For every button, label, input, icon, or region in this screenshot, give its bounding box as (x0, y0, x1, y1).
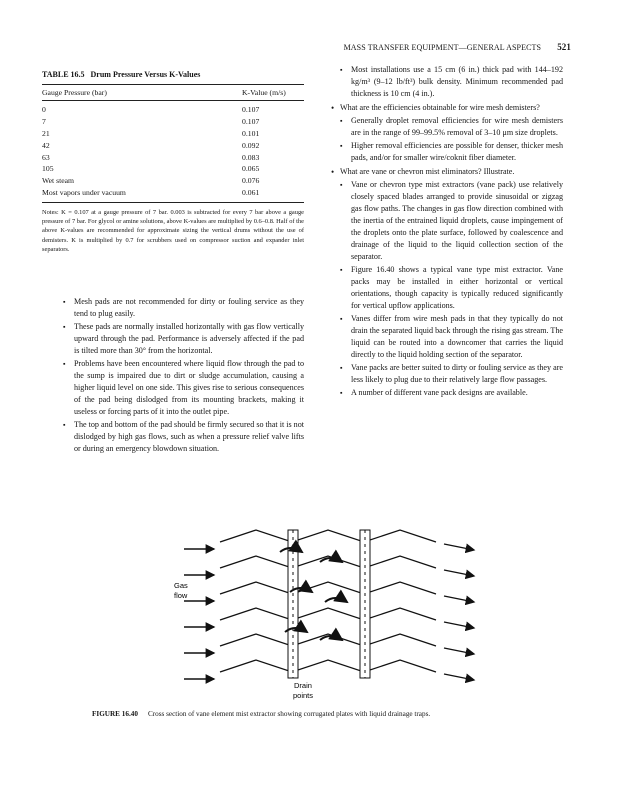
list-item: ▪ Higher removal efficiencies are possible for denser, thicker mesh pads, and/or for smaller wire/coknit fiber diameter. (339, 140, 563, 164)
table-title (42, 70, 304, 79)
list-item: ▪ The top and bottom of the pad should be firmly secured so that it is not dislodged by high gas flows, such as when a pressure relief valve lifts or during an emergency blowdown situation. (62, 419, 304, 455)
list-item: ▪ Vane packs are better suited to dirty or fouling service as they are less likely to plug due to their relatively large flow passages. (339, 362, 563, 386)
list-item: ▪ Vane or chevron type mist extractors (vane pack) use relatively closely spaced blades arranged to provide sinusoidal or zigzag gas flow paths. The changes in gas flow direction combined with the inertia of the entrained liquid droplets, cause impingement of the droplets onto the plate surface, followed by coalescence and drainage of the liquid to the liquid collection section of the separator. (339, 179, 563, 263)
efficiency-bullet-list (331, 115, 563, 164)
label-gas: Gas (174, 581, 188, 590)
cell-k-value: 0.107 (242, 105, 260, 114)
caption-text: Cross section of vane element mist extractor showing corrugated plates with liquid drainage traps. (147, 710, 431, 718)
cell-k-value: 0.076 (242, 176, 260, 186)
cell-pressure: 0 (42, 105, 46, 114)
droplet-flow-arrow (325, 598, 347, 602)
droplet-flow-arrow (320, 558, 342, 562)
table-title-text: Drum Pressure Versus K-Values (90, 70, 201, 79)
running-header (344, 42, 571, 52)
vane-plate (220, 608, 436, 620)
cell-k-value: 0.092 (242, 140, 260, 150)
cell-pressure: 21 (42, 128, 50, 138)
vane-bullet-list (331, 179, 563, 399)
cell-pressure: 42 (42, 140, 50, 150)
list-item: ▪ Problems have been encountered where liquid flow through the pad to the sump is impaired due to dirt or sludge accumulation, causing a higher liquid level on one side. This gives rise to serious consequences of the pad being dislodged from its mounting brackets, making it useless or forcing parts of it into the outlet pipe. (62, 358, 304, 418)
figure-16-40 (160, 522, 490, 702)
pressure-k-table (42, 84, 304, 203)
table-row (42, 152, 304, 164)
cell-k-value: 0.083 (242, 152, 260, 162)
table-notes: Notes: K = 0.107 at a gauge pressure of 7 bar. 0.003 is subtracted for every 7 bar above a gauge pressure of 7 bar. For glycol or amine solutions, above K-values are multiplied by 0.6–0.8. Half of the above K-values are recommended for approximate sizing the vertical drums without the use of demisters. K is multiplied by 0.7 for scrubbers used on compressor suction and expander inlet separators. (42, 208, 304, 253)
list-item: ▪ Most installations use a 15 cm (6 in.) thick pad with 144–192 kg/m³ (9–12 lb/ft³) bulk density. Minimum recommended pad thickness is 10 cm (4 in.). (339, 64, 563, 100)
table-16-5 (42, 70, 304, 254)
vane-extractor-diagram (160, 522, 490, 702)
list-item: ▪ Figure 16.40 shows a typical vane type mist extractor. Vane packs may be installed in either horizontal or vertical orientations, though capacity is typically reduced significantly for vertical upflow applications. (339, 264, 563, 312)
gas-outlet-arrow (444, 570, 474, 576)
table-row (42, 140, 304, 152)
table-label: TABLE 16.5 (42, 70, 85, 79)
caption-label: FIGURE 16.40 (92, 710, 138, 718)
gas-outlet-arrow (444, 674, 474, 680)
cell-k-value: 0.101 (242, 128, 260, 138)
table-row (42, 164, 304, 176)
col-header-pressure: Gauge Pressure (bar) (42, 85, 242, 101)
list-item: ▪ Mesh pads are not recommended for dirty or fouling service as they tend to plug easily. (62, 296, 304, 320)
list-item: ▪ A number of different vane pack designs are available. (339, 387, 563, 399)
table-row (42, 176, 304, 188)
list-item: ▪ Vanes differ from wire mesh pads in that they typically do not drain the separated liquid back through the rising gas stream. The liquid can be routed into a downcomer that carries the liquid directly to the liquid holding section of the separator. (339, 313, 563, 361)
cell-pressure: 7 (42, 116, 46, 126)
gas-outlet-arrow (444, 544, 474, 550)
table-row (42, 128, 304, 140)
right-top-list (331, 64, 563, 100)
vane-plate (220, 660, 436, 672)
label-points: points (293, 691, 314, 700)
left-column-text (62, 296, 304, 456)
cell-pressure: 63 (42, 152, 50, 162)
gas-outlet-arrow (444, 648, 474, 654)
label-flow: flow (174, 591, 188, 600)
droplet-flow-arrow (320, 636, 342, 640)
cell-pressure: Wet steam (42, 176, 75, 186)
cell-k-value: 0.107 (242, 116, 260, 126)
left-bullet-list (62, 296, 304, 455)
list-item: ▪ These pads are normally installed horizontally with gas flow vertically upward through the pad. Performance is adversely affected if the pad is tilted more than 30° from the horizontal. (62, 321, 304, 357)
label-drain: Drain (294, 681, 312, 690)
col-header-k: K-Value (m/s) (242, 85, 304, 101)
list-item: ▪ Generally droplet removal efficiencies for wire mesh demisters are in the range of 99–99.5% removal of 3–10 μm size droplets. (339, 115, 563, 139)
cell-pressure: Most vapors under vacuum (42, 188, 242, 203)
running-title: MASS TRANSFER EQUIPMENT—GENERAL ASPECTS (343, 43, 542, 52)
table-row (42, 188, 304, 203)
page-number: 521 (557, 42, 571, 52)
gas-outlet-arrow (444, 622, 474, 628)
vane-plate (220, 530, 436, 542)
table-row (42, 101, 304, 117)
right-column-text (331, 64, 563, 401)
gas-outlet-arrow (444, 596, 474, 602)
cell-k-value: 0.065 (242, 164, 260, 174)
question-efficiency: • What are the efficiencies obtainable for wire mesh demisters? (331, 102, 563, 114)
table-header-row (42, 85, 304, 101)
figure-caption (92, 710, 430, 718)
cell-pressure: 105 (42, 164, 54, 174)
table-row (42, 116, 304, 128)
cell-k-value: 0.061 (242, 188, 304, 203)
question-vane: • What are vane or chevron mist eliminators? Illustrate. (331, 166, 563, 178)
vane-plate (220, 582, 436, 594)
